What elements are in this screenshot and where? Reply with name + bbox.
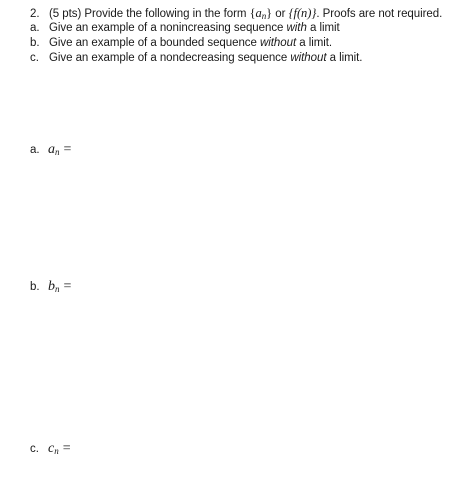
question-intro: Provide the following in the form [84, 8, 247, 20]
answer-line-b [30, 279, 71, 295]
question-header [30, 6, 442, 21]
equals-sign: = [62, 441, 71, 456]
answer-variable: c [48, 441, 55, 456]
form-sequence-notation: $\{a_n\}$ [249, 6, 273, 21]
question-part-c [30, 52, 362, 64]
question-number: 2. [30, 8, 40, 20]
question-points: (5 pts) [49, 8, 82, 20]
answer-variable: a [48, 142, 55, 157]
part-text-end: a limit [306, 22, 340, 34]
answer-label: b. [30, 281, 40, 293]
part-emphasis: with [286, 22, 307, 34]
answer-label: c. [30, 443, 39, 455]
part-text: Give an example of a bounded sequence [49, 37, 261, 49]
answer-subscript: n [54, 446, 59, 456]
part-label: a. [30, 22, 40, 34]
part-text-end: a limit. [296, 37, 333, 49]
question-part-a [30, 22, 340, 34]
part-emphasis: without [260, 37, 297, 49]
question-part-b [30, 37, 332, 49]
part-text: Give an example of a nonincreasing sequence [49, 22, 287, 34]
answer-line-a [30, 142, 71, 158]
answer-label: a. [30, 144, 40, 156]
part-text: Give an example of a nondecreasing sequence [49, 52, 291, 64]
part-emphasis: without [290, 52, 327, 64]
question-instructions: . Proofs are not required. [316, 8, 443, 20]
equals-sign: = [63, 142, 72, 157]
answer-subscript: n [55, 284, 60, 294]
answer-variable: b [48, 279, 55, 294]
answer-line-c [30, 441, 71, 457]
part-text-end: a limit. [326, 52, 363, 64]
part-label: c. [30, 52, 39, 64]
or-text: or [275, 8, 286, 20]
form-function-notation: {f(n)} [288, 6, 317, 20]
equals-sign: = [63, 279, 72, 294]
part-label: b. [30, 37, 40, 49]
answer-subscript: n [55, 147, 60, 157]
